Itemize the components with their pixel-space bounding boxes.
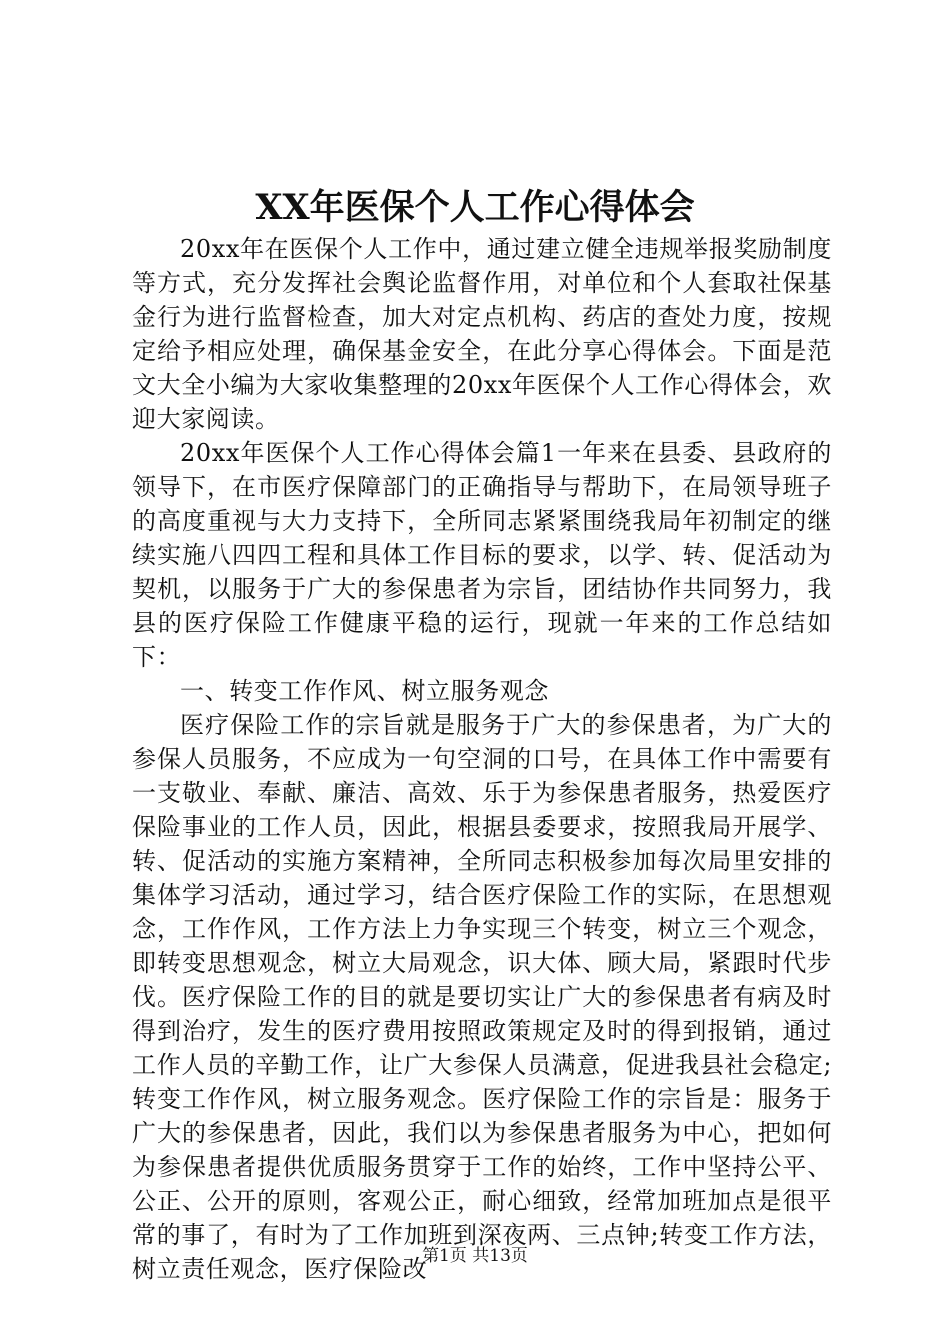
- document-body: [132, 232, 832, 1286]
- paragraph-intro: 20xx年在医保个人工作中，通过建立健全违规举报奖励制度等方式，充分发挥社会舆论监督作用，对单位和个人套取社保基金行为进行监督检查，加大对定点机构、药店的查处力度，按规定给予相应处理，确保基金安全，在此分享心得体会。下面是范文大全小编为大家收集整理的20xx年医保个人工作心得体会，欢迎大家阅读。: [132, 235, 832, 433]
- section-heading-1: 一、转变工作作风、树立服务观念: [180, 677, 549, 705]
- paragraph-article-1: 20xx年医保个人工作心得体会篇1一年来在县委、县政府的领导下，在市医疗保障部门的正确指导与帮助下，在局领导班子的高度重视与大力支持下，全所同志紧紧围绕我局年初制定的继续实施八四四工程和具体工作目标的要求，以学、转、促活动为契机，以服务于广大的参保患者为宗旨，团结协作共同努力，我县的医疗保险工作健康平稳的运行，现就一年来的工作总结如下：: [132, 439, 832, 671]
- document-title: XX年医保个人工作心得体会: [255, 187, 695, 228]
- page-number-footer: 第1页 共13页: [422, 1246, 528, 1266]
- paragraph-section-1-body: 医疗保险工作的宗旨就是服务于广大的参保患者，为广大的参保人员服务，不应成为一句空洞的口号，在具体工作中需要有一支敬业、奉献、廉洁、高效、乐于为参保患者服务，热爱医疗保险事业的工作人员，因此，根据县委要求，按照我局开展学、转、促活动的实施方案精神，全所同志积极参加每次局里安排的集体学习活动，通过学习，结合医疗保险工作的实际，在思想观念，工作作风，工作方法上力争实现三个转变，树立三个观念，即转变思想观念，树立大局观念，识大体、顾大局，紧跟时代步伐。医疗保险工作的目的就是要切实让广大的参保患者有病及时得到治疗，发生的医疗费用按照政策规定及时的得到报销，通过工作人员的辛勤工作，让广大参保人员满意，促进我县社会稳定;转变工作作风，树立服务观念。医疗保险工作的宗旨是：服务于广大的参保患者，因此，我们以为参保患者服务为中心，把如何为参保患者提供优质服务贯穿于工作的始终，工作中坚持公平、公正、公开的原则，客观公正，耐心细致，经常加班加点是很平常的事了，有时为了工作加班到深夜两、三点钟;转变工作方法，树立责任观念，医疗保险改: [132, 711, 832, 1283]
